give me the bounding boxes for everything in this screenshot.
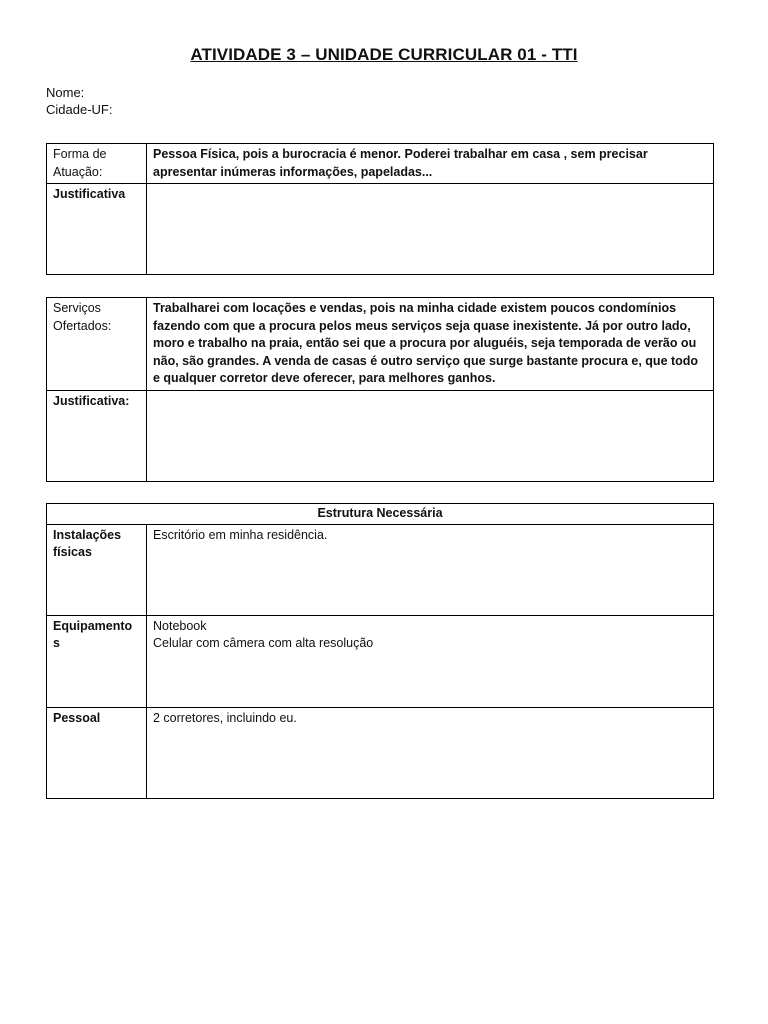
- pessoal-value: 2 corretores, incluindo eu.: [147, 707, 714, 798]
- equipamentos-label: Equipamento s: [47, 615, 147, 707]
- estrutura-necessaria-table: [46, 503, 714, 799]
- instalacoes-label: Instalações físicas: [47, 524, 147, 615]
- cidade-label: Cidade-UF:: [46, 102, 113, 117]
- servicos-ofertados-value: Trabalharei com locações e vendas, pois na minha cidade existem poucos condomínios fazendo com que a procura pelos meus serviços seja quase inexistente. Já por outro lado, moro e trabalho na praia, então sei que a procura por aluguéis, seja temporada de verão ou não, são grandes. A venda de casas é outro serviço que surge bastante procura e, que todo e qualquer corretor deve oferecer, para melhores ganhos.: [147, 298, 714, 391]
- justificativa-value-1: [147, 184, 714, 275]
- servicos-ofertados-table: [46, 297, 714, 482]
- nome-label: Nome:: [46, 85, 85, 100]
- equipamentos-value: Notebook Celular com câmera com alta resolução: [147, 615, 714, 707]
- justificativa-label-1: Justificativa: [47, 184, 147, 275]
- estrutura-header: Estrutura Necessária: [47, 504, 714, 525]
- forma-atuacao-value: Pessoa Física, pois a burocracia é menor. Poderei trabalhar em casa , sem precisar apresentar inúmeras informações, papeladas...: [147, 144, 714, 184]
- forma-atuacao-table: [46, 143, 714, 275]
- document-title: ATIVIDADE 3 – UNIDADE CURRICULAR 01 - TTI: [190, 45, 578, 64]
- pessoal-label: Pessoal: [47, 707, 147, 798]
- justificativa-value-2: [147, 390, 714, 481]
- instalacoes-value: Escritório em minha residência.: [147, 524, 714, 615]
- forma-atuacao-label: Forma de Atuação:: [47, 144, 147, 184]
- servicos-ofertados-label: Serviços Ofertados:: [47, 298, 147, 391]
- justificativa-label-2: Justificativa:: [47, 390, 147, 481]
